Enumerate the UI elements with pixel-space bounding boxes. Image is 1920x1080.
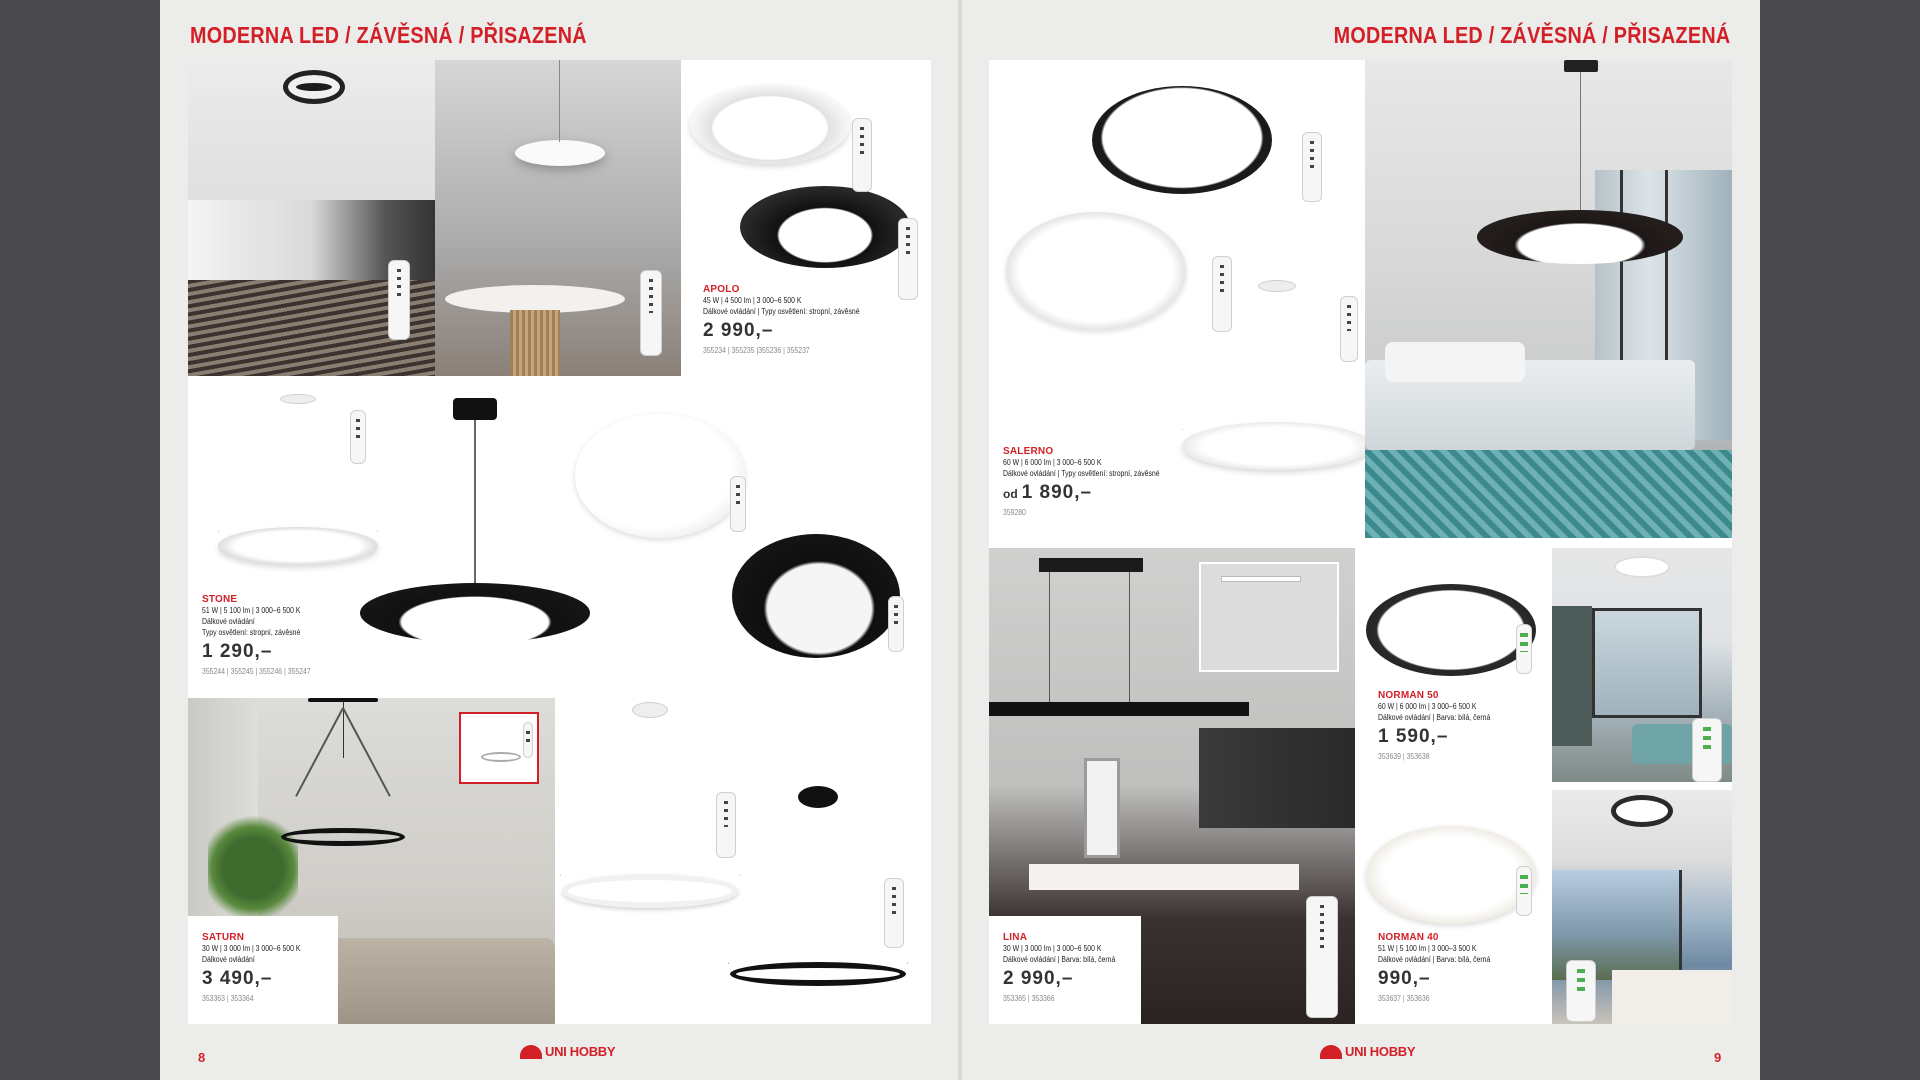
- product-salerno: [1003, 446, 1243, 517]
- product-spec: 60 W | 6 000 lm | 3 000–6 500 K: [1378, 702, 1477, 711]
- brand-name: UNI HOBBY: [1345, 1044, 1416, 1059]
- bedroom-photo: [188, 60, 435, 376]
- product-price: 1 290,–: [202, 641, 273, 662]
- product-apolo: [703, 284, 923, 355]
- page-title-right: MODERNA LED / ZÁVĚSNÁ / PŘISAZENÁ: [1333, 22, 1730, 48]
- price-value: 1 890,–: [1021, 482, 1093, 503]
- product-spec: 51 W | 5 100 lm | 3 000–6 500 K: [202, 606, 301, 615]
- brand-name: UNI HOBBY: [545, 1044, 616, 1059]
- product-lina: [1003, 932, 1163, 1003]
- product-codes: 353637 | 353636: [1378, 994, 1430, 1003]
- product-spec: 51 W | 5 100 lm | 3 000–3 500 K: [1378, 944, 1477, 953]
- product-spec: Typy osvětlení: stropní, závěsné: [202, 628, 301, 637]
- product-spec: Dálkové ovládání | Barva: bílá, černá: [1378, 713, 1491, 722]
- product-codes: 353363 | 353364: [202, 994, 254, 1003]
- uni-hobby-logo-right: [1320, 1044, 1415, 1059]
- remote-control-icon: [1516, 624, 1532, 674]
- remote-control-icon: [884, 878, 904, 948]
- product-spec: Dálkové ovládání | Barva: bílá, černá: [1003, 955, 1116, 964]
- salerno-ceiling-white: [1006, 212, 1186, 330]
- page-number-right: 9: [1714, 1050, 1722, 1065]
- remote-control-icon: [1516, 866, 1532, 916]
- remote-control-icon: [888, 596, 904, 652]
- page-gutter: [958, 0, 962, 1080]
- apolo-lamp-white: [690, 84, 850, 164]
- remote-control-icon: [1566, 960, 1596, 1022]
- product-codes: 355234 | 355235 |355236 | 355237: [703, 346, 810, 355]
- remote-control-icon: [852, 118, 872, 192]
- product-price: [1003, 482, 1243, 504]
- product-codes: 355244 | 355245 | 355246 | 355247: [202, 667, 311, 676]
- dining-room-photo: [435, 60, 681, 376]
- stone-ceiling-black: [732, 534, 900, 658]
- remote-control-icon: [1306, 896, 1338, 1018]
- product-norman-40: [1378, 932, 1558, 1003]
- product-spec: Dálkové ovládání: [202, 617, 255, 626]
- page-title-left: MODERNA LED / ZÁVĚSNÁ / PŘISAZENÁ: [190, 22, 587, 48]
- bedroom-pendant-photo: [1365, 60, 1732, 538]
- product-price: 2 990,–: [703, 320, 774, 341]
- product-spec: 45 W | 4 500 lm | 3 000–6 500 K: [703, 296, 802, 305]
- product-price: 2 990,–: [1003, 968, 1074, 989]
- bedroom-window-photo: [1552, 790, 1732, 1024]
- product-spec: Dálkové ovládání: [202, 955, 255, 964]
- product-name: NORMAN 50: [1378, 690, 1439, 701]
- product-spec: 60 W | 6 000 lm | 3 000–6 500 K: [1003, 458, 1102, 467]
- remote-control-icon: [1692, 718, 1722, 782]
- product-spec: Dálkové ovládání | Typy osvětlení: stropní, závěsné: [1003, 469, 1160, 478]
- remote-control-icon: [1340, 296, 1358, 362]
- saturn-pendant-black: [728, 786, 908, 996]
- product-spec: Dálkové ovládání | Typy osvětlení: stropní, závěsné: [703, 307, 860, 316]
- product-name: LINA: [1003, 932, 1028, 943]
- product-price: 1 590,–: [1378, 726, 1449, 747]
- product-codes: 353639 | 353638: [1378, 752, 1430, 761]
- remote-control-icon: [523, 722, 533, 758]
- norman40-ceiling-white: [1366, 826, 1536, 924]
- remote-control-icon: [730, 476, 746, 532]
- uni-hobby-logo-icon: [520, 1045, 542, 1059]
- product-codes: 353365 | 353366: [1003, 994, 1055, 1003]
- product-price: 3 490,–: [202, 968, 273, 989]
- remote-control-icon: [1302, 132, 1322, 202]
- product-spec: 30 W | 3 000 lm | 3 000–6 500 K: [1003, 944, 1102, 953]
- product-saturn: [202, 932, 362, 1003]
- product-codes: 359280: [1003, 508, 1026, 517]
- uni-hobby-logo-left: [520, 1044, 615, 1059]
- salerno-ceiling-black: [1092, 86, 1272, 194]
- product-price: 990,–: [1378, 968, 1431, 989]
- product-name: STONE: [202, 594, 238, 605]
- apolo-lamp-black: [740, 186, 910, 268]
- product-stone: [202, 594, 422, 676]
- product-name: APOLO: [703, 284, 740, 295]
- norman50-ceiling-black: [1366, 584, 1536, 676]
- product-spec: 30 W | 3 000 lm | 3 000–6 500 K: [202, 944, 301, 953]
- living-room-window-photo: [1552, 548, 1732, 782]
- uni-hobby-logo-icon: [1320, 1045, 1342, 1059]
- product-name: NORMAN 40: [1378, 932, 1439, 943]
- product-spec: Dálkové ovládání | Barva: bílá, černá: [1378, 955, 1491, 964]
- saturn-pendant-white: [560, 702, 740, 912]
- product-name: SALERNO: [1003, 446, 1054, 457]
- page-number-left: 8: [198, 1050, 206, 1065]
- product-norman-50: [1378, 690, 1558, 761]
- product-name: SATURN: [202, 932, 245, 943]
- remote-control-icon: [640, 270, 662, 356]
- stone-ceiling-white: [575, 414, 745, 538]
- remote-control-icon: [388, 260, 410, 340]
- price-prefix: od: [1003, 487, 1018, 501]
